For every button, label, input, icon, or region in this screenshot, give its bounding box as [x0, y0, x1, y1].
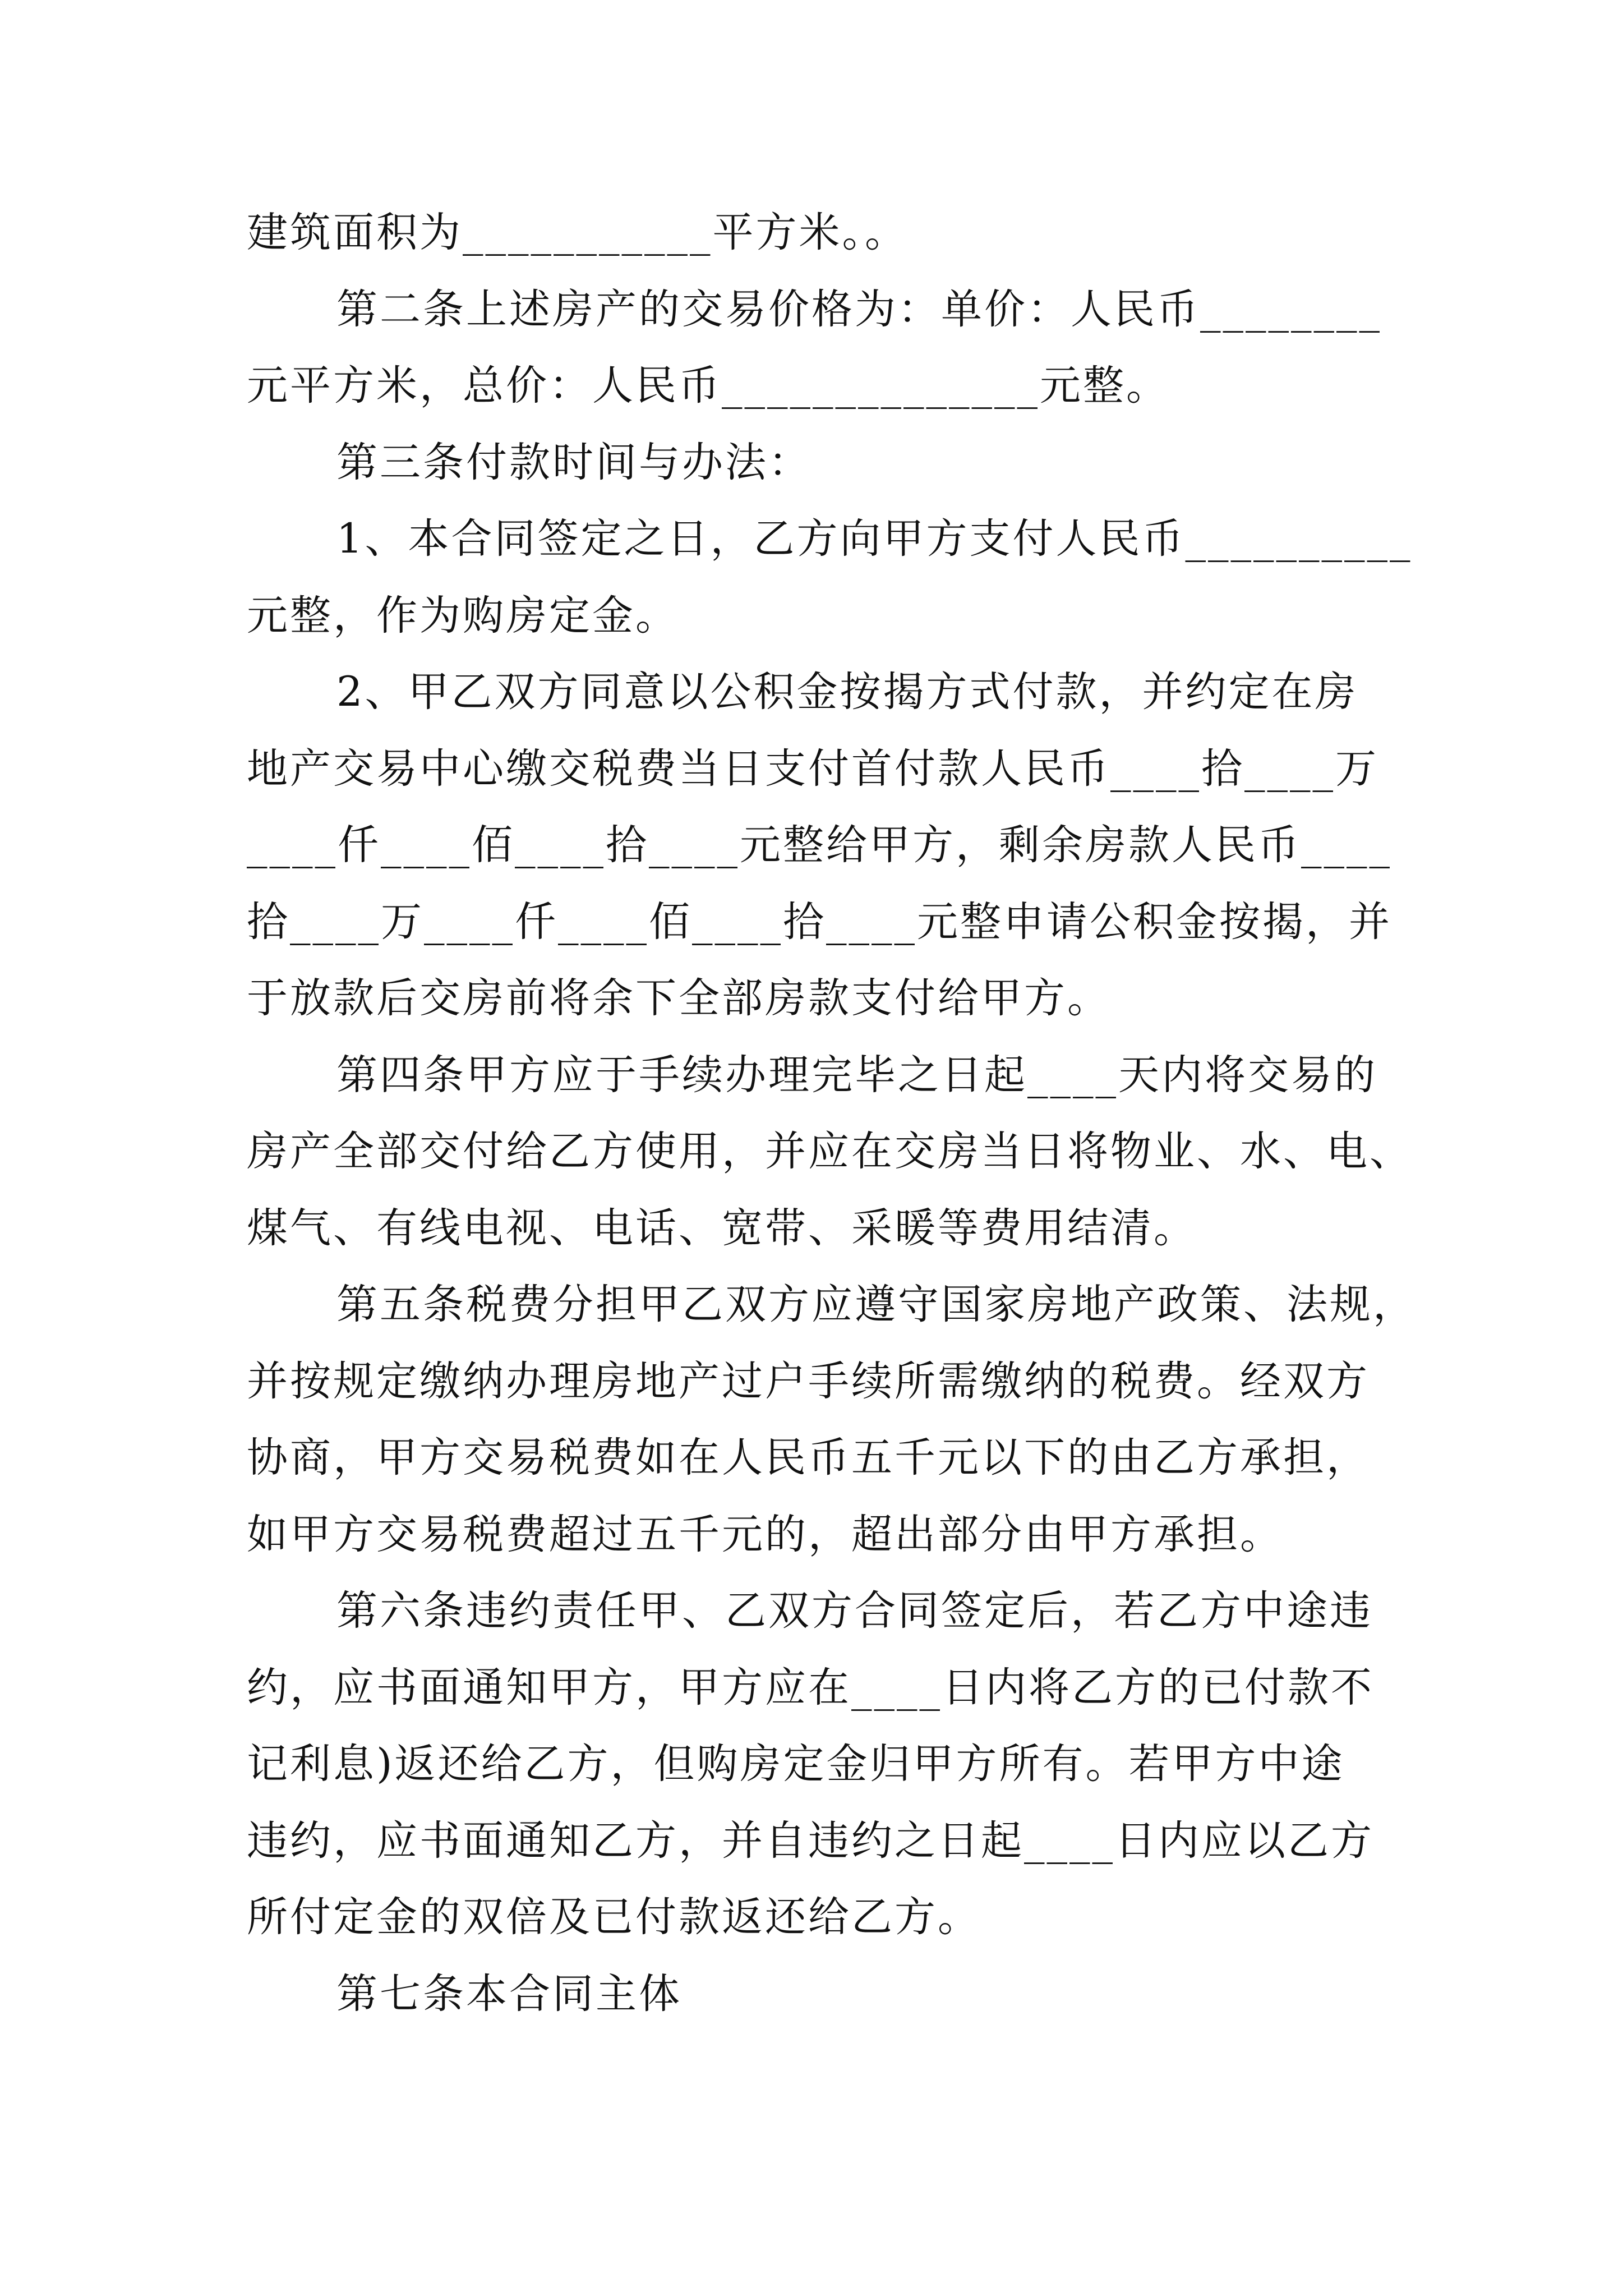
text-line: 元整，作为购房定金。: [247, 592, 679, 639]
text-line: 并按规定缴纳办理房地产过户手续所需缴纳的税费。经双方: [247, 1358, 1370, 1405]
text-line: 违约，应书面通知乙方，并自违约之日起____日内应以乙方: [247, 1817, 1374, 1865]
text-line: 记利息)返还给乙方，但购房定金归甲方所有。若甲方中途: [247, 1740, 1345, 1788]
text-line: ____仟____佰____拾____元整给甲方，剩余房款人民币____: [247, 821, 1392, 869]
text-line: 地产交易中心缴交税费当日支付首付款人民币____拾____万: [247, 745, 1378, 793]
text-line: 协商，甲方交易税费如在人民币五千元以下的由乙方承担，: [247, 1434, 1370, 1481]
text-line: 所付定金的双倍及已付款返还给乙方。: [247, 1893, 981, 1941]
text-line: 第七条本合同主体: [336, 1970, 682, 2018]
text-line: 2、甲乙双方同意以公积金按揭方式付款，并约定在房: [336, 668, 1358, 716]
text-line: 第四条甲方应于手续办理完毕之日起____天内将交易的: [336, 1051, 1377, 1099]
text-line: 元平方米，总价：人民币______________元整。: [247, 362, 1169, 409]
text-line: 第三条付款时间与办法：: [336, 439, 811, 486]
text-line: 如甲方交易税费超过五千元的，超出部分由甲方承担。: [247, 1511, 1283, 1558]
text-line: 第二条上述房产的交易价格为：单价：人民币________: [336, 286, 1382, 333]
text-line: 1、本合同签定之日，乙方向甲方支付人民币__________: [336, 515, 1413, 563]
text-line: 房产全部交付给乙方使用，并应在交房当日将物业、水、电、: [247, 1128, 1413, 1175]
text-line: 约，应书面通知甲方，甲方应在____日内将乙方的已付款不: [247, 1664, 1374, 1711]
text-line: 第五条税费分担甲乙双方应遵守国家房地产政策、法规，: [336, 1281, 1416, 1328]
text-line: 第六条违约责任甲、乙双方合同签定后，若乙方中途违: [336, 1587, 1373, 1635]
text-line: 拾____万____仟____佰____拾____元整申请公积金按揭，并: [247, 898, 1392, 946]
text-line: 于放款后交房前将余下全部房款支付给甲方。: [247, 974, 1110, 1022]
text-line: 建筑面积为___________平方米。。: [247, 209, 908, 256]
text-line: 煤气、有线电视、电话、宽带、采暖等费用结清。: [247, 1204, 1197, 1252]
